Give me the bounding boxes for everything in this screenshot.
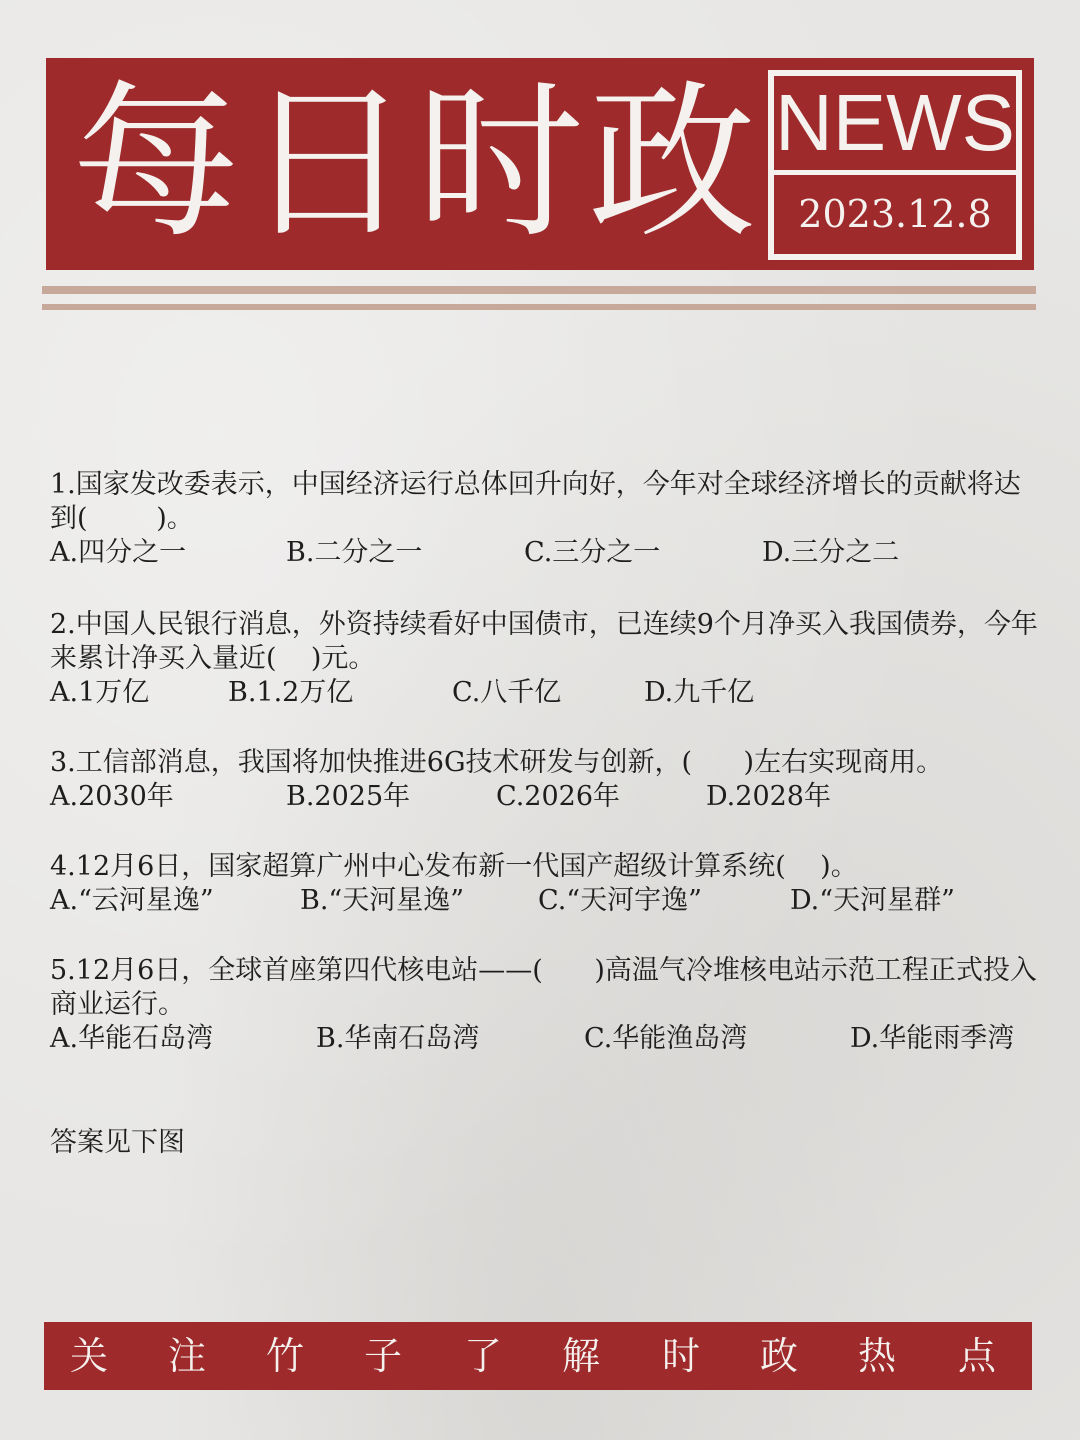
option-a: A.1万亿 <box>50 677 150 708</box>
footer-char: 点 <box>958 1334 997 1378</box>
option-b: B.2025年 <box>286 781 411 812</box>
footer-char: 热 <box>858 1334 897 1378</box>
option-b: B.华南石岛湾 <box>316 1023 480 1054</box>
option-c: C.三分之一 <box>524 537 661 568</box>
answer-note: 答案见下图 <box>50 1127 185 1158</box>
option-a: A.华能石岛湾 <box>50 1023 214 1054</box>
option-d: D.华能雨季湾 <box>850 1023 1015 1054</box>
masthead-banner <box>46 58 1034 270</box>
question-1 <box>50 468 1030 570</box>
option-d: D.“天河星群” <box>790 885 955 916</box>
footer-char: 关 <box>70 1334 109 1378</box>
question-options <box>50 1022 1050 1056</box>
question-options <box>50 780 1060 814</box>
question-3 <box>50 746 1060 814</box>
question-options <box>50 676 1060 710</box>
option-c: C.八千亿 <box>452 677 562 708</box>
footer-char: 竹 <box>266 1334 305 1378</box>
option-a: A.四分之一 <box>50 537 187 568</box>
question-options <box>50 884 1060 918</box>
question-2 <box>50 608 1060 710</box>
news-badge <box>768 70 1022 260</box>
news-label: NEWS <box>775 78 1015 167</box>
question-stem: 5.12月6日，全球首座第四代核电站——( )高温气冷堆核电站示范工程正式投入商业运行。 <box>50 955 1037 1020</box>
question-stem: 4.12月6日，国家超算广州中心发布新一代国产超级计算系统( )。 <box>50 851 858 882</box>
option-b: B.二分之一 <box>286 537 423 568</box>
footer-banner <box>44 1322 1032 1390</box>
question-5 <box>50 954 1050 1056</box>
option-c: C.2026年 <box>496 781 620 812</box>
question-stem: 3.工信部消息，我国将加快推进6G技术研发与创新，( )左右实现商用。 <box>50 747 944 778</box>
footer-char: 时 <box>662 1334 701 1378</box>
option-d: D.三分之二 <box>762 537 900 568</box>
footer-char: 解 <box>562 1334 601 1378</box>
footer-char: 政 <box>760 1334 799 1378</box>
option-c: C.“天河宇逸” <box>538 885 702 916</box>
header-rule-bottom <box>42 304 1036 310</box>
question-4 <box>50 850 1060 918</box>
option-d: D.九千亿 <box>644 677 755 708</box>
option-a: A.“云河星逸” <box>50 885 214 916</box>
question-stem: 1.国家发改委表示，中国经济运行总体回升向好，今年对全球经济增长的贡献将达到( )。 <box>50 469 1021 534</box>
option-c: C.华能渔岛湾 <box>584 1023 748 1054</box>
masthead-title: 每日时政 <box>72 65 760 261</box>
option-b: B.“天河星逸” <box>300 885 465 916</box>
issue-date: 2023.12.8 <box>798 192 992 236</box>
footer-char: 子 <box>364 1334 403 1378</box>
footer-char: 注 <box>168 1334 207 1378</box>
option-d: D.2028年 <box>706 781 831 812</box>
question-stem: 2.中国人民银行消息，外资持续看好中国债市，已连续9个月净买入我国债券，今年来累计净买入量近( )元。 <box>50 609 1038 674</box>
header-rule-top <box>42 286 1036 294</box>
option-b: B.1.2万亿 <box>228 677 354 708</box>
footer-char: 了 <box>464 1334 503 1378</box>
option-a: A.2030年 <box>50 781 174 812</box>
question-options <box>50 536 1030 570</box>
